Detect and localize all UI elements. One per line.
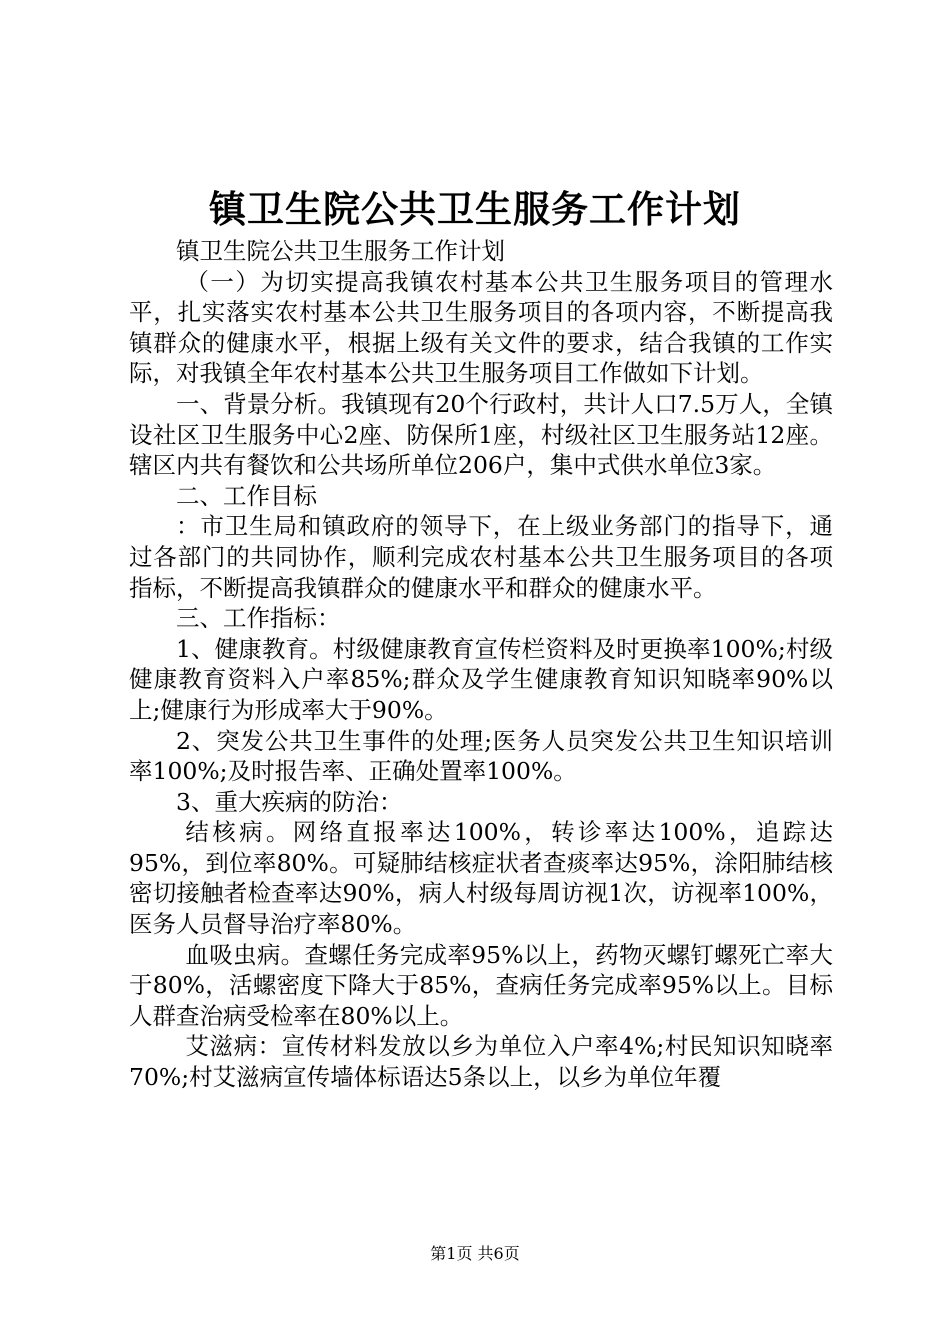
paragraph-tuberculosis: 结核病。网络直报率达100%，转诊率达100%，追踪达95%，到位率80%。可疑肺结核症状者查痰率达95%，涂阳肺结核密切接触者检查率达90%，病人村级每周访视1次，访视率100%，医务人员督导治疗率80%。 xyxy=(129,818,833,939)
document-title: 镇卫生院公共卫生服务工作计划 xyxy=(209,187,741,231)
paragraph-health-education: 1、健康教育。村级健康教育宣传栏资料及时更换率100%;村级健康教育资料入户率85%;群众及学生健康教育知识知晓率90%以上;健康行为形成率大于90%。 xyxy=(129,634,833,724)
heading-indicators: 三、工作指标： xyxy=(176,604,341,633)
heading-goals: 二、工作目标 xyxy=(176,481,317,510)
paragraph-emergency: 2、突发公共卫生事件的处理;医务人员突发公共卫生知识培训率100%;及时报告率、正确处置率100%。 xyxy=(129,726,833,786)
page-number: 第1页 共6页 xyxy=(430,1244,520,1263)
paragraph-intro: （一）为切实提高我镇农村基本公共卫生服务项目的管理水平，扎实落实农村基本公共卫生服务项目的各项内容，不断提高我镇群众的健康水平，根据上级有关文件的要求，结合我镇的工作实际，对我镇全年农村基本公共卫生服务项目工作做如下计划。 xyxy=(129,267,833,388)
paragraph-goals: ：市卫生局和镇政府的领导下，在上级业务部门的指导下，通过各部门的共同协作，顺利完成农村基本公共卫生服务项目的各项指标，不断提高我镇群众的健康水平和群众的健康水平。 xyxy=(129,512,833,602)
heading-major-diseases: 3、重大疾病的防治： xyxy=(176,787,403,816)
paragraph-background: 一、背景分析。我镇现有20个行政村，共计人口7.5万人，全镇设社区卫生服务中心2座、防保所1座，村级社区卫生服务站12座。辖区内共有餐饮和公共场所单位206户，集中式供水单位3家。 xyxy=(129,389,833,480)
document-body xyxy=(129,236,833,1093)
paragraph-aids: 艾滋病：宣传材料发放以乡为单位入户率4%;村民知识知晓率70%;村艾滋病宣传墙体标语达5条以上，以乡为单位年覆 xyxy=(129,1032,833,1092)
paragraph-subtitle: 镇卫生院公共卫生服务工作计划 xyxy=(176,237,505,265)
paragraph-schistosomiasis: 血吸虫病。查螺任务完成率95%以上，药物灭螺钉螺死亡率大于80%，活螺密度下降大于85%，查病任务完成率95%以上。目标人群查治病受检率在80%以上。 xyxy=(129,940,833,1030)
